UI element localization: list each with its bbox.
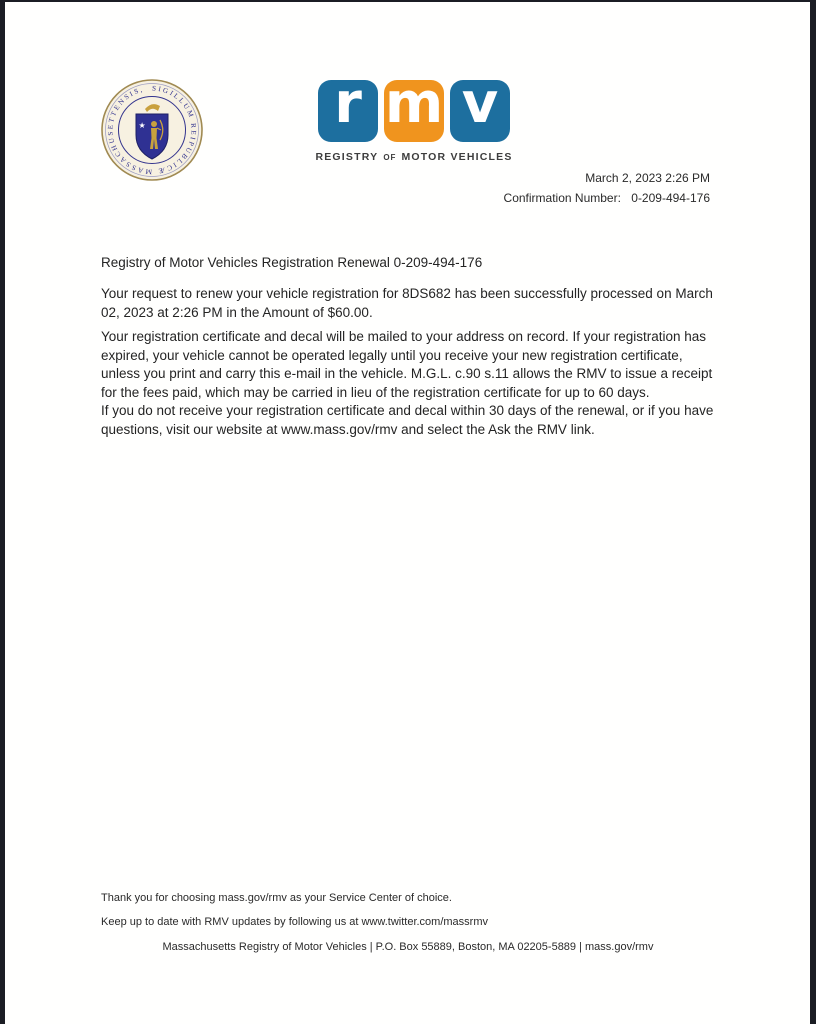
- rmv-letter-m-glyph: m: [384, 71, 444, 136]
- confirmation-number-label: Confirmation Number:: [503, 190, 621, 205]
- rmv-logo-letter-m: [384, 71, 444, 142]
- confirmation-number-line: [504, 189, 710, 209]
- footer-address: Massachusetts Registry of Motor Vehicles | P.O. Box 55889, Boston, MA 02205-5889 | mass.gov/rmv: [162, 941, 654, 953]
- seal-ring-text: SIGILLUM REIPUBLICÆ MASSACHUSETTENSIS,: [106, 84, 198, 176]
- photo-edge-right: [810, 0, 816, 1024]
- footer-updates: Keep up to date with RMV updates by following us at www.twitter.com/massrmv: [101, 916, 488, 928]
- photo-edge-top: [0, 0, 816, 2]
- rmv-logo-letter-v: [450, 71, 510, 142]
- seal-star-icon: ★: [138, 121, 146, 130]
- rmv-caption-motor: MOTOR VEHICLES: [401, 151, 513, 163]
- paragraph-processed: Your request to renew your vehicle registration for 8DS682 has been successfully processed on March 02, 2023 at 2:26 PM in the Amount of $60.00.: [101, 286, 713, 320]
- rmv-logo-letter-r: [318, 71, 378, 142]
- rmv-letter-r-glyph: r: [334, 71, 362, 136]
- rmv-caption-registry: REGISTRY: [315, 151, 379, 163]
- footer-thanks: Thank you for choosing mass.gov/rmv as your Service Center of choice.: [101, 892, 452, 904]
- rmv-caption-of: OF: [383, 153, 397, 162]
- document-title: Registry of Motor Vehicles Registration Renewal 0-209-494-176: [101, 255, 483, 270]
- massachusetts-seal: [100, 78, 204, 182]
- rmv-logo-boxes: [318, 71, 510, 142]
- paragraph-mailing-info: Your registration certificate and decal will be mailed to your address on record. If your registration has expired, your vehicle cannot be operated legally until you receive your new registration certificate, unless you print and carry this e-mail in the vehicle. M.G.L. c.90 s.11 allows the RMV to issue a receipt for the fees paid, which may be carried in lieu of the registration certificate for up to 60 days.: [101, 329, 713, 400]
- confirmation-date: March 2, 2023 2:26 PM: [585, 171, 710, 185]
- paragraph-contact-info: If you do not receive your registration certificate and decal within 30 days of the renewal, or if you have questions, visit our website at www.mass.gov/rmv and select the Ask the RMV link.: [101, 403, 714, 437]
- confirmation-meta: [504, 169, 710, 208]
- rmv-logo-caption: [315, 151, 513, 163]
- photo-edge-left: [0, 0, 5, 1024]
- seal-figure-head: [151, 121, 157, 127]
- rmv-letter-v-glyph: v: [461, 71, 499, 136]
- confirmation-number-value: 0-209-494-176: [631, 190, 710, 205]
- massachusetts-seal-graphic: [100, 78, 204, 182]
- rmv-logo: [315, 71, 513, 163]
